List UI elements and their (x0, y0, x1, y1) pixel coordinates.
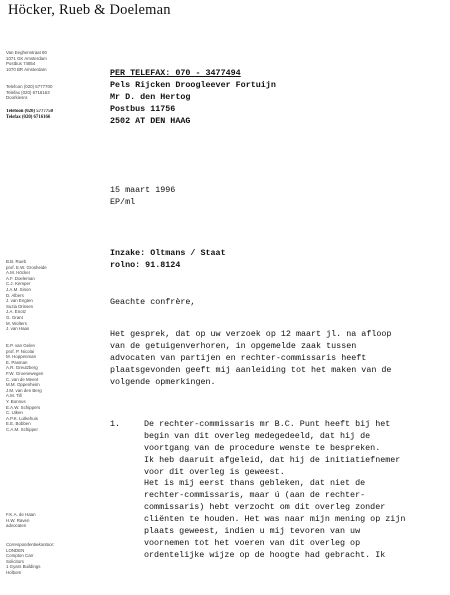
correspondent-line: Holborn (6, 569, 22, 575)
partner-name: E.A.W. Schippers (6, 404, 41, 410)
item-1-paragraph (144, 419, 405, 562)
partner-name: J. van Haas (6, 326, 30, 332)
recipient-line: Postbus 11756 (110, 103, 176, 114)
sidebar-correspondent (6, 542, 102, 576)
date-block (110, 185, 175, 209)
paragraph-line: Het is mij eerst thans gebleken, dat niet de (144, 478, 366, 489)
paragraph-line: ordentelijke wijze op de hoogte had gebracht. Ik (144, 549, 386, 560)
partner-name: A.P.K. Lutkehuis (6, 415, 38, 421)
paragraph-line: volgende opmerkingen. (110, 376, 216, 387)
paragraph-line: begin van dit overleg medegedeeld, dat hij de (144, 430, 371, 441)
partner-name: E.E. Bobben (6, 421, 31, 427)
partner-name: C.J. Kemper (6, 281, 31, 287)
partner-name: C.A.M. Schipper (6, 426, 38, 432)
paragraph-line: plaatsgevonden geeft mij aanleiding tot het maken van de (110, 364, 392, 375)
firm-name: Höcker, Rueb & Doeleman (8, 2, 171, 18)
correspondent-line: Solicitors (6, 558, 24, 564)
recipient-line: 2502 AT DEN HAAG (110, 115, 191, 126)
salutation-text: Geachte confrère, (110, 297, 196, 307)
paragraph-line: commissaris) hebt verzocht om dit overleg zonder (144, 502, 386, 513)
subject-block (110, 248, 226, 272)
partner-name: C. van de Meent (6, 376, 39, 382)
letter-date: 15 maart 1996 (110, 185, 176, 195)
partner-name: A.R. Greutzberg (6, 365, 38, 371)
paragraph-line: De rechter-commissaris mr B.C. Punt heeft bij het (144, 419, 391, 429)
letter-reference: EP/ml (110, 196, 136, 207)
partner-name: Y. Bonnus (6, 398, 26, 404)
partner-name: J.A.M. Sinon (6, 286, 31, 292)
paragraph-line: cliënten te houden. Het was naar mijn mening op zijn (144, 514, 406, 525)
address-line: 1071 GK Amsterdam (6, 55, 47, 61)
partner-name: E. Pasman (6, 359, 28, 365)
recipient-line: Mr D. den Hertog (110, 91, 191, 102)
direct-fax: Telefax (020) 6716166 (6, 114, 51, 120)
partner-name: E.P. van Gelen (6, 343, 35, 348)
partner-name: Suzia Drissen (6, 303, 34, 309)
paragraph-line: Ik heb daaruit afgeleid, dat hij de initiatiefnemer (144, 454, 401, 465)
salutation (110, 297, 195, 309)
subject-inzake: Inzake: Oltmans / Staat (110, 248, 226, 258)
partner-name: prof. E.W. Grosheide (6, 264, 47, 270)
address-line: Van Eeghenstraat 80 (6, 50, 47, 55)
contact-line: Telefax (020) 6716163 (6, 89, 50, 95)
partner-name: M. Wolters (6, 320, 27, 326)
partner-name: F.W. Groenewegen (6, 370, 44, 376)
partner-name: A.M. Till (6, 393, 22, 399)
correspondent-heading: Correspondentiekantoor: (6, 542, 55, 547)
sidebar-partners-3 (6, 512, 102, 529)
sidebar-address (6, 50, 102, 72)
partner-name: C. Uiken (6, 410, 23, 416)
sidebar-partners-1 (6, 259, 102, 332)
partner-name: M.M. Oppenheim (6, 382, 40, 388)
partner-name: H.W. Raven (6, 517, 30, 523)
contact-line: Doorkiesnr. (6, 95, 29, 101)
paragraph-line: voornemen tot het voeren van dit overleg op (144, 537, 361, 548)
partner-name: J.M. van den Berg (6, 387, 42, 393)
contact-line: Telefoon (020) 5777700 (6, 84, 53, 89)
paragraph-line: plaats geweest, indien u mij tevoren van uw (144, 526, 361, 537)
address-line: Postbus 74854 (6, 61, 36, 67)
intro-paragraph (110, 329, 391, 388)
partner-name: F.K.A. de Haan (6, 512, 36, 517)
correspondent-line: Compton Carr (6, 553, 34, 559)
partner-name: B.B. Rueb (6, 259, 27, 264)
address-line: 1070 BR Amsterdam (6, 66, 47, 72)
partner-name: J.A. Enotz (6, 309, 27, 315)
direct-phone: Telefoon (020) 5777750 (6, 109, 53, 114)
sidebar-contact (6, 84, 102, 101)
correspondent-line: 1 Gyars Buildings (6, 564, 41, 570)
partner-name: D. Albers (6, 292, 24, 298)
partner-name: M. Hoppenman (6, 354, 37, 360)
partner-name: G. Grant (6, 314, 23, 320)
partner-name: advocaten (6, 523, 27, 529)
paragraph-line: van de getuigenverhoren, in opgemelde zaak tussen (110, 340, 357, 351)
partner-name: J. van Engten (6, 298, 33, 304)
fax-line: PER TELEFAX: 070 - 3477494 (110, 68, 241, 78)
item-number: 1. (110, 419, 121, 429)
paragraph-line: voortgang van de procedure wenste te bespreken. (144, 442, 381, 453)
paragraph-line: Het gesprek, dat op uw verzoek op 12 maart jl. na afloop (110, 329, 392, 339)
paragraph-line: voor dit overleg is geweest. (144, 466, 285, 477)
subject-rolno: rolno: 91.8124 (110, 259, 181, 270)
paragraph-line: advocaten van partijen en rechter-commissaris heeft (110, 352, 367, 363)
partner-name: prof. P. Nicolai (6, 348, 34, 354)
sidebar-direct (6, 109, 102, 120)
correspondent-line: LONDEN (6, 547, 25, 553)
sidebar-partners-2 (6, 343, 102, 433)
partner-name: A.M. Höcker (6, 270, 31, 276)
paragraph-line: rechter-commissaris, maar ú (aan de rechter- (144, 490, 366, 501)
partner-name: A.F. Doeleman (6, 275, 35, 281)
recipient-line: Pels Rijcken Droogleever Fortuijn (110, 79, 276, 90)
recipient-block (110, 68, 276, 127)
